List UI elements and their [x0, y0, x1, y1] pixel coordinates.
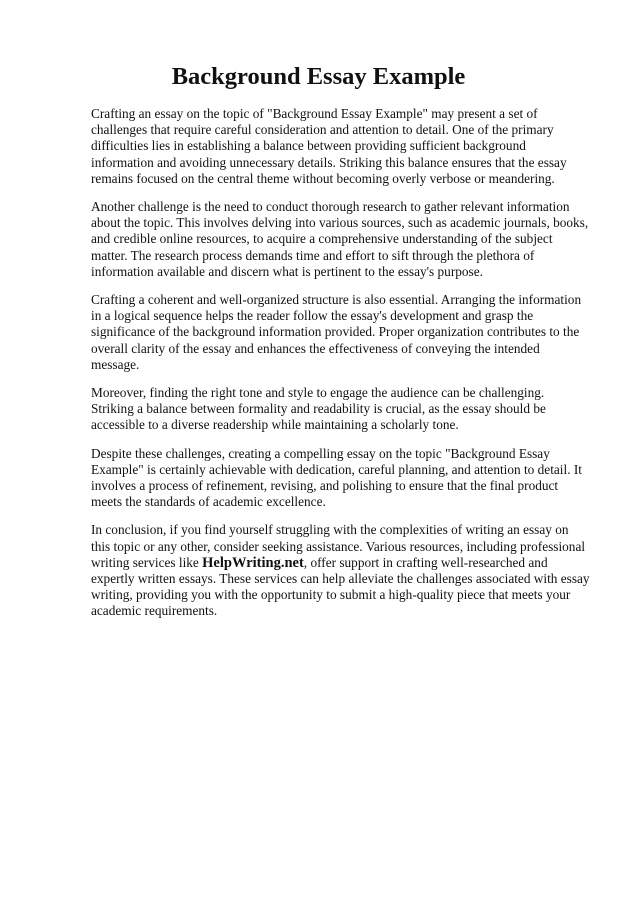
conclusion-text-before: In conclusion, if you find yourself struggling with the complexities of writing an essay on this topic or any other, consider seeking assistance. Various resources, including professional writing services like [91, 522, 586, 570]
document-title: Background Essay Example [171, 63, 466, 90]
conclusion-paragraph [91, 522, 590, 619]
paragraph-4: Moreover, finding the right tone and style to engage the audience can be challenging. Striking a balance between formality and readability is crucial, as the essay should be accessible to a diverse readership while maintaining a scholarly tone. [91, 385, 546, 433]
helpwriting-link[interactable]: HelpWriting.net [202, 554, 304, 571]
paragraph-1: Crafting an essay on the topic of "Background Essay Example" may present a set of challenges that require careful consideration and attention to detail. One of the primary difficulties lies in establishing a balance between providing sufficient background information and avoiding unnecessary details. Striking this balance ensures that the essay remains focused on the central theme without becoming overly verbose or meandering. [91, 106, 567, 186]
conclusion-text-after: , offer support in crafting well-researched and expertly written essays. These services can help alleviate the challenges associated with essay writing, providing you with the opportunity to submit a high-quality piece that meets your academic requirements. [91, 554, 590, 619]
paragraph-2: Another challenge is the need to conduct thorough research to gather relevant information about the topic. This involves delving into various sources, such as academic journals, books, and credible online resources, to acquire a comprehensive understanding of the subject matter. The research process demands time and effort to sift through the plethora of information available and discern what is pertinent to the essay's purpose. [91, 199, 589, 279]
paragraph-3: Crafting a coherent and well-organized structure is also essential. Arranging the information in a logical sequence helps the reader follow the essay's development and grasp the significance of the background information provided. Proper organization contributes to the overall clarity of the essay and enhances the effectiveness of conveying the intended message. [91, 292, 582, 372]
paragraph-5: Despite these challenges, creating a compelling essay on the topic "Background Essay Example" is certainly achievable with dedication, careful planning, and attention to detail. It involves a process of refinement, revising, and polishing to ensure that the final product meets the standards of academic excellence. [91, 445, 582, 510]
